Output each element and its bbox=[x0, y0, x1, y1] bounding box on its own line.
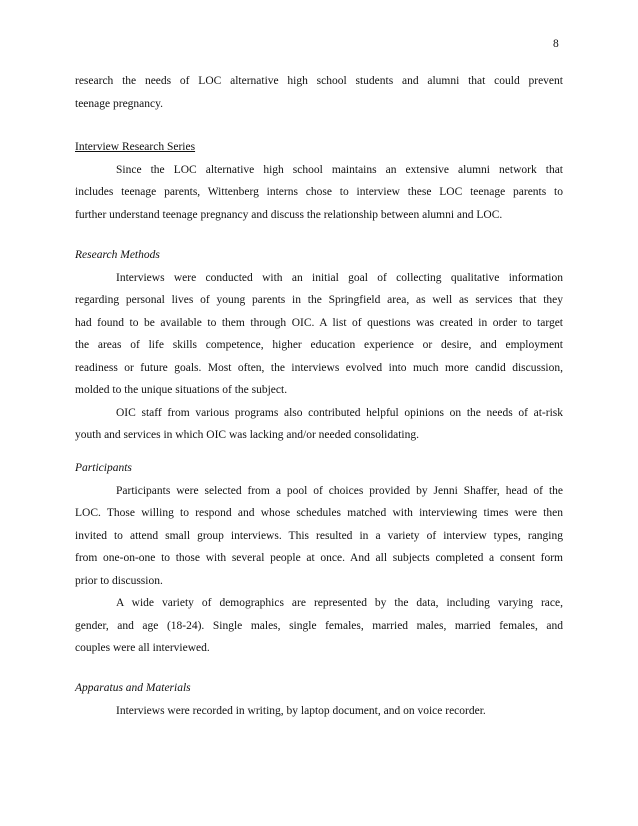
page-number: 8 bbox=[553, 38, 559, 50]
text-line: LOC. Those willing to respond and whose schedules matched with interviewing times were then bbox=[75, 507, 563, 519]
paragraph bbox=[75, 159, 563, 227]
paragraph bbox=[75, 592, 563, 660]
text-line: OIC staff from various programs also contributed helpful opinions on the needs of at-risk bbox=[116, 406, 563, 419]
paragraph bbox=[75, 480, 563, 593]
text-line: teenage pregnancy. bbox=[75, 97, 164, 110]
text-line: prior to discussion. bbox=[75, 574, 163, 587]
text-line: includes teenage parents, Wittenberg interns chose to interview these LOC teenage parents to bbox=[75, 186, 563, 198]
section-apparatus-and-materials bbox=[75, 677, 563, 722]
text-line: regarding personal lives of young parents in the Springfield area, as well as services that they bbox=[75, 294, 563, 306]
text-line: molded to the unique situations of the subject. bbox=[75, 384, 288, 396]
text-line: Interviews were conducted with an initial goal of collecting qualitative information bbox=[116, 271, 563, 284]
text-line: couples were all interviewed. bbox=[75, 642, 210, 654]
section-heading: Participants bbox=[75, 462, 132, 474]
text-line: readiness or future goals. Most often, the interviews evolved into much more candid discussion, bbox=[75, 361, 563, 374]
section-participants bbox=[75, 457, 563, 660]
paragraph bbox=[75, 700, 563, 723]
text-line: research the needs of LOC alternative high school students and alumni that could prevent bbox=[75, 75, 563, 87]
text-line: from one-on-one to those with several people at once. And all subjects completed a consent form bbox=[75, 552, 563, 564]
text-line: invited to attend small group interviews. This resulted in a variety of interview types, ranging bbox=[75, 529, 563, 542]
intro-paragraph bbox=[75, 70, 563, 115]
section-research-methods bbox=[75, 244, 563, 447]
text-line: gender, and age (18-24). Single males, single females, married males, married females, and bbox=[75, 619, 563, 632]
section-heading: Research Methods bbox=[75, 249, 160, 261]
text-line: had found to be available to them through OIC. A list of questions was created in order to target bbox=[75, 316, 563, 329]
section-heading: Interview Research Series bbox=[75, 141, 196, 153]
text-line: Participants were selected from a pool of choices provided by Jenni Shaffer, head of the bbox=[116, 484, 563, 497]
text-line: Since the LOC alternative high school maintains an extensive alumni network that bbox=[116, 163, 563, 176]
text-line: A wide variety of demographics are represented by the data, including varying race, bbox=[116, 597, 563, 609]
text-line: further understand teenage pregnancy and discuss the relationship between alumni and LOC. bbox=[75, 208, 503, 221]
section-interview-research-series bbox=[75, 136, 563, 226]
text-line: the areas of life skills competence, higher education experience or desire, and employment bbox=[75, 339, 563, 351]
text-line: youth and services in which OIC was lacking and/or needed consolidating. bbox=[75, 429, 419, 441]
text-line: Interviews were recorded in writing, by laptop document, and on voice recorder. bbox=[116, 704, 486, 717]
paragraph bbox=[75, 402, 563, 447]
section-heading: Apparatus and Materials bbox=[75, 682, 191, 694]
paragraph bbox=[75, 267, 563, 402]
